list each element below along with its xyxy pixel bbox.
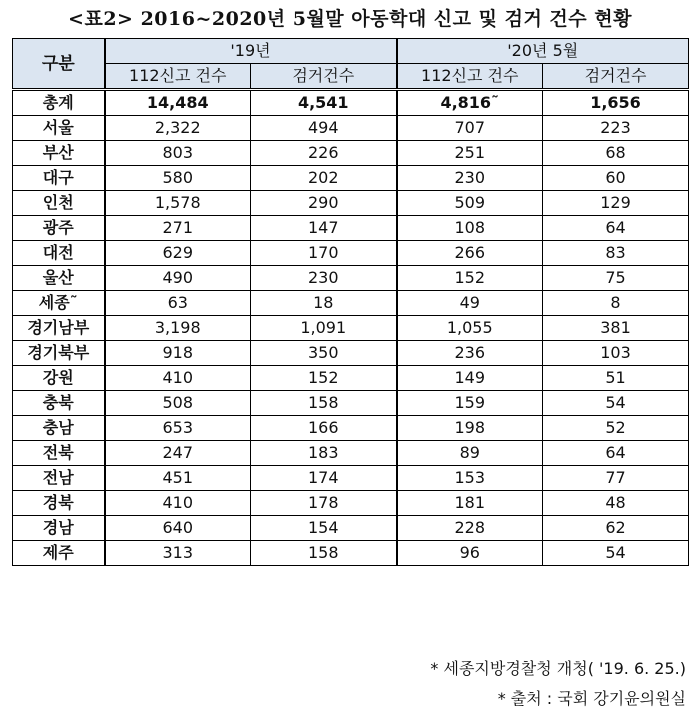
report-2020-cell: 266 [397, 241, 543, 266]
arrest-2020-cell: 75 [543, 266, 689, 291]
table-body [13, 90, 689, 566]
table-row [13, 391, 689, 416]
arrest-2020-cell: 64 [543, 216, 689, 241]
arrest-2019-cell: 166 [251, 416, 397, 441]
page-title: <표2> 2016~2020년 5월말 아동학대 신고 및 검거 건수 현황 [68, 8, 632, 30]
report-2019-cell: 14,484 [105, 90, 251, 116]
arrest-2019-cell: 158 [251, 391, 397, 416]
report-2020-cell: 49 [397, 291, 543, 316]
table-row [13, 291, 689, 316]
report-2020-cell: 153 [397, 466, 543, 491]
header-row-1 [13, 39, 689, 64]
report-2019-cell: 640 [105, 516, 251, 541]
table-row [13, 441, 689, 466]
table-row [13, 516, 689, 541]
report-2019-cell: 63 [105, 291, 251, 316]
table-row [13, 341, 689, 366]
arrest-2019-cell: 158 [251, 541, 397, 566]
arrest-2019-cell: 230 [251, 266, 397, 291]
region-cell: 총계 [13, 90, 105, 116]
report-2019-cell: 508 [105, 391, 251, 416]
report-2019-cell: 490 [105, 266, 251, 291]
report-2019-cell: 803 [105, 141, 251, 166]
report-2019-cell: 3,198 [105, 316, 251, 341]
arrest-2020-cell: 62 [543, 516, 689, 541]
arrest-2020-cell: 51 [543, 366, 689, 391]
report-2020-cell: 236 [397, 341, 543, 366]
arrest-2019-cell: 154 [251, 516, 397, 541]
arrest-2019-cell: 147 [251, 216, 397, 241]
arrest-2020-cell: 54 [543, 391, 689, 416]
arrest-2019-cell: 1,091 [251, 316, 397, 341]
header-arrest-2019: 검거건수 [251, 64, 397, 90]
table-row [13, 316, 689, 341]
table-row [13, 241, 689, 266]
report-2020-cell: 707 [397, 116, 543, 141]
table-row [13, 166, 689, 191]
report-2019-cell: 247 [105, 441, 251, 466]
arrest-2019-cell: 350 [251, 341, 397, 366]
header-group-2020: '20년 5월 [397, 39, 689, 64]
region-cell: 경기남부 [13, 316, 105, 341]
report-2020-cell: 181 [397, 491, 543, 516]
table-row [13, 366, 689, 391]
report-2019-cell: 918 [105, 341, 251, 366]
arrest-2020-cell: 129 [543, 191, 689, 216]
report-2020-cell: 152 [397, 266, 543, 291]
arrest-2019-cell: 183 [251, 441, 397, 466]
arrest-2020-cell: 68 [543, 141, 689, 166]
arrest-2019-cell: 178 [251, 491, 397, 516]
header-region: 구분 [13, 39, 105, 90]
arrest-2020-cell: 83 [543, 241, 689, 266]
arrest-2020-cell: 103 [543, 341, 689, 366]
report-2019-cell: 410 [105, 491, 251, 516]
report-2020-cell: 159 [397, 391, 543, 416]
stats-table [12, 38, 689, 566]
report-2020-cell: 230 [397, 166, 543, 191]
footnote-sejong: * 세종지방경찰청 개청( '19. 6. 25.) [430, 659, 686, 678]
header-report-2019: 112신고 건수 [105, 64, 251, 90]
arrest-2020-cell: 60 [543, 166, 689, 191]
region-cell: 세종˜ [13, 291, 105, 316]
table-row [13, 416, 689, 441]
arrest-2019-cell: 290 [251, 191, 397, 216]
report-2020-cell: 251 [397, 141, 543, 166]
region-cell: 서울 [13, 116, 105, 141]
region-cell: 대전 [13, 241, 105, 266]
arrest-2020-cell: 1,656 [543, 90, 689, 116]
region-cell: 인천 [13, 191, 105, 216]
arrest-2020-cell: 77 [543, 466, 689, 491]
report-2020-cell: 108 [397, 216, 543, 241]
report-2020-cell: 149 [397, 366, 543, 391]
table-row [13, 266, 689, 291]
table-row [13, 216, 689, 241]
region-cell: 충남 [13, 416, 105, 441]
region-cell: 경남 [13, 516, 105, 541]
table-row [13, 141, 689, 166]
region-cell: 대구 [13, 166, 105, 191]
arrest-2019-cell: 152 [251, 366, 397, 391]
arrest-2019-cell: 170 [251, 241, 397, 266]
report-2019-cell: 313 [105, 541, 251, 566]
report-2019-cell: 653 [105, 416, 251, 441]
region-cell: 전남 [13, 466, 105, 491]
total-row [13, 90, 689, 116]
region-cell: 경기북부 [13, 341, 105, 366]
report-2020-cell: 198 [397, 416, 543, 441]
arrest-2019-cell: 226 [251, 141, 397, 166]
arrest-2019-cell: 202 [251, 166, 397, 191]
report-2019-cell: 410 [105, 366, 251, 391]
header-group-2019: '19년 [105, 39, 397, 64]
report-2019-cell: 629 [105, 241, 251, 266]
arrest-2019-cell: 174 [251, 466, 397, 491]
report-2019-cell: 271 [105, 216, 251, 241]
region-cell: 울산 [13, 266, 105, 291]
arrest-2020-cell: 64 [543, 441, 689, 466]
report-2019-cell: 451 [105, 466, 251, 491]
report-2020-cell: 96 [397, 541, 543, 566]
report-2020-cell: 89 [397, 441, 543, 466]
arrest-2020-cell: 223 [543, 116, 689, 141]
arrest-2020-cell: 54 [543, 541, 689, 566]
header-row-2 [13, 64, 689, 90]
region-cell: 전북 [13, 441, 105, 466]
header-report-2020: 112신고 건수 [397, 64, 543, 90]
region-cell: 제주 [13, 541, 105, 566]
report-2020-cell: 509 [397, 191, 543, 216]
table-row [13, 116, 689, 141]
arrest-2019-cell: 4,541 [251, 90, 397, 116]
table-row [13, 491, 689, 516]
arrest-2020-cell: 381 [543, 316, 689, 341]
report-2020-cell: 228 [397, 516, 543, 541]
report-2019-cell: 580 [105, 166, 251, 191]
arrest-2020-cell: 8 [543, 291, 689, 316]
arrest-2020-cell: 48 [543, 491, 689, 516]
report-2020-cell: 1,055 [397, 316, 543, 341]
region-cell: 광주 [13, 216, 105, 241]
table-row [13, 466, 689, 491]
region-cell: 부산 [13, 141, 105, 166]
arrest-2019-cell: 18 [251, 291, 397, 316]
header-arrest-2020: 검거건수 [543, 64, 689, 90]
arrest-2020-cell: 52 [543, 416, 689, 441]
table-row [13, 191, 689, 216]
report-2019-cell: 2,322 [105, 116, 251, 141]
region-cell: 강원 [13, 366, 105, 391]
region-cell: 경북 [13, 491, 105, 516]
report-2019-cell: 1,578 [105, 191, 251, 216]
arrest-2019-cell: 494 [251, 116, 397, 141]
report-2020-cell: 4,816˜ [397, 90, 543, 116]
footnote-source: * 출처 : 국회 강기윤의원실 [497, 689, 686, 708]
region-cell: 충북 [13, 391, 105, 416]
table-row [13, 541, 689, 566]
